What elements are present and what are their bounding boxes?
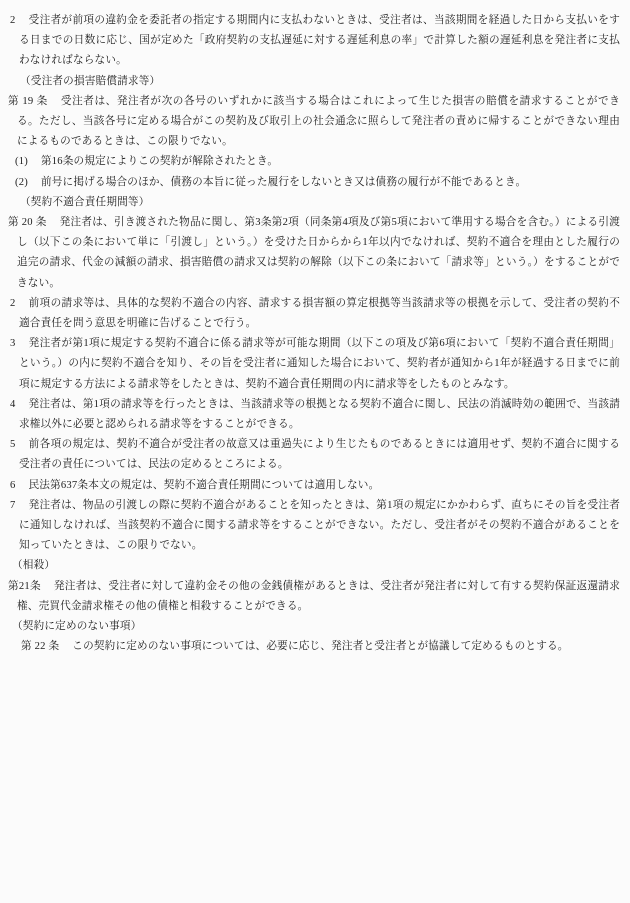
clause-text: 前項の請求等は、具体的な契約不適合の内容、請求する損害額の算定根拠等当該請求等の根拠を示して、受注者の契約不適合責任を問う意思を明確に告げることで行う。	[19, 297, 620, 330]
clause-text: 受注者が前項の違約金を委託者の指定する期間内に支払わないときは、受注者は、当該期間を経過した日から支払いをする日までの日数に応じ、国が定めた「政府契約の支払遅延に対する遅延利息の率」で計算した額の遅延利息を発注者に支払わなければならない。	[19, 15, 620, 67]
paragraph-clause	[8, 294, 620, 334]
clause-text: 第16条の規定によりこの契約が解除されたとき。	[40, 156, 279, 168]
clause-text: 発注者は、受注者に対して違約金その他の金銭債権があるときは、受注者が発注者に対して有する契約保証返還請求権、売買代金請求権その他の債権と相殺することができる。	[17, 580, 620, 612]
clause-number: 2	[10, 15, 16, 26]
clause-number: 5	[10, 439, 16, 451]
clause-text: 前各項の規定は、契約不適合が受注者の故意又は重過失により生じたものであるときには適用せず、契約不適合に関する受注者の責任については、民法の定めるところによる。	[19, 439, 620, 471]
clause-number: (2)	[15, 176, 28, 188]
clause-text: 民法第637条本文の規定は、契約不適合責任期間については適用しない。	[28, 479, 380, 491]
article-clause	[8, 92, 620, 153]
paragraph-clause	[8, 435, 620, 475]
section-heading	[8, 72, 620, 92]
clause-number: (1)	[15, 156, 28, 168]
clause-number: 2	[10, 297, 16, 309]
section-heading	[8, 556, 620, 576]
clause-text: 発注者は、引き渡された物品に関し、第3条第2項（同条第4項及び第5項において準用する場合を含む。）による引渡し（以下この条において単に「引渡し」という。）を受けた日からから1年以内でなければ、契約不適合を理由とした履行の追完の請求、代金の減額の請求、損害賠償の請求又は契約の解除（以下この条において「請求等」という。）をすることができない。	[17, 217, 621, 289]
clause-text: （受注者の損害賠償請求等）	[20, 75, 161, 87]
enumerated-item	[8, 173, 620, 193]
article-clause	[8, 577, 620, 617]
paragraph-clause	[8, 496, 620, 557]
clause-text: 発注者は、第1項の請求等を行ったときは、当該請求等の根拠となる契約不適合に関し、民法の消滅時効の範囲で、当該請求権以外に必要と認められる請求等をすることができる。	[19, 398, 620, 431]
clause-text: （契約に定めのない事項）	[12, 621, 142, 633]
clause-text: 受注者は、発注者が次の各号のいずれかに該当する場合はこれによって生じた損害の賠償を請求することができる。ただし、当該各号に定める場合がこの契約及び取引上の社会通念に照らして発注者の責めに帰することができない理由によるものであるときは、この限りでない。	[17, 95, 621, 148]
paragraph-clause	[8, 476, 620, 496]
clause-text: （契約不適合責任期間等）	[20, 196, 150, 208]
clause-number: 第21条	[8, 580, 41, 592]
clause-text: （相殺）	[12, 560, 56, 572]
section-heading	[8, 193, 620, 213]
clause-number: 7	[10, 499, 16, 511]
paragraph-clause	[8, 334, 620, 395]
clause-number: 3	[10, 338, 16, 350]
paragraph-clause	[8, 11, 620, 72]
clause-number: 第 20 条	[8, 217, 47, 229]
article-clause	[8, 213, 620, 294]
clause-text: 発注者が第1項に規定する契約不適合に係る請求等が可能な期間（以下この項及び第6項において「契約不適合責任期間」という。）の内に契約不適合を知り、その旨を受注者に通知した場合において、契約者が通知から1年が経過する日までに前項に規定する方法による請求等をしたときは、契約不適合責任期間の内に請求等をしたものとみなす。	[19, 338, 620, 390]
article-clause	[8, 637, 620, 657]
clause-text: 前号に掲げる場合のほか、債務の本旨に従った履行をしないとき又は債務の履行が不能であるとき。	[40, 176, 527, 188]
clause-number: 第 19 条	[8, 95, 48, 107]
clause-number: 4	[10, 398, 16, 410]
clause-text: 発注者は、物品の引渡しの際に契約不適合があることを知ったときは、第1項の規定にかかわらず、直ちにその旨を受注者に通知しなければ、当該契約不適合に関する請求等をすることができない。ただし、受注者がその契約不適合があることを知っていたときは、この限りでない。	[19, 499, 620, 552]
paragraph-clause	[8, 395, 620, 435]
section-heading	[8, 617, 620, 637]
clause-number: 第 22 条	[21, 641, 60, 653]
clause-text: この契約に定めのない事項については、必要に応じ、発注者と受注者とが協議して定めるものとする。	[72, 641, 569, 653]
enumerated-item	[8, 152, 620, 172]
clause-number: 6	[10, 479, 16, 491]
